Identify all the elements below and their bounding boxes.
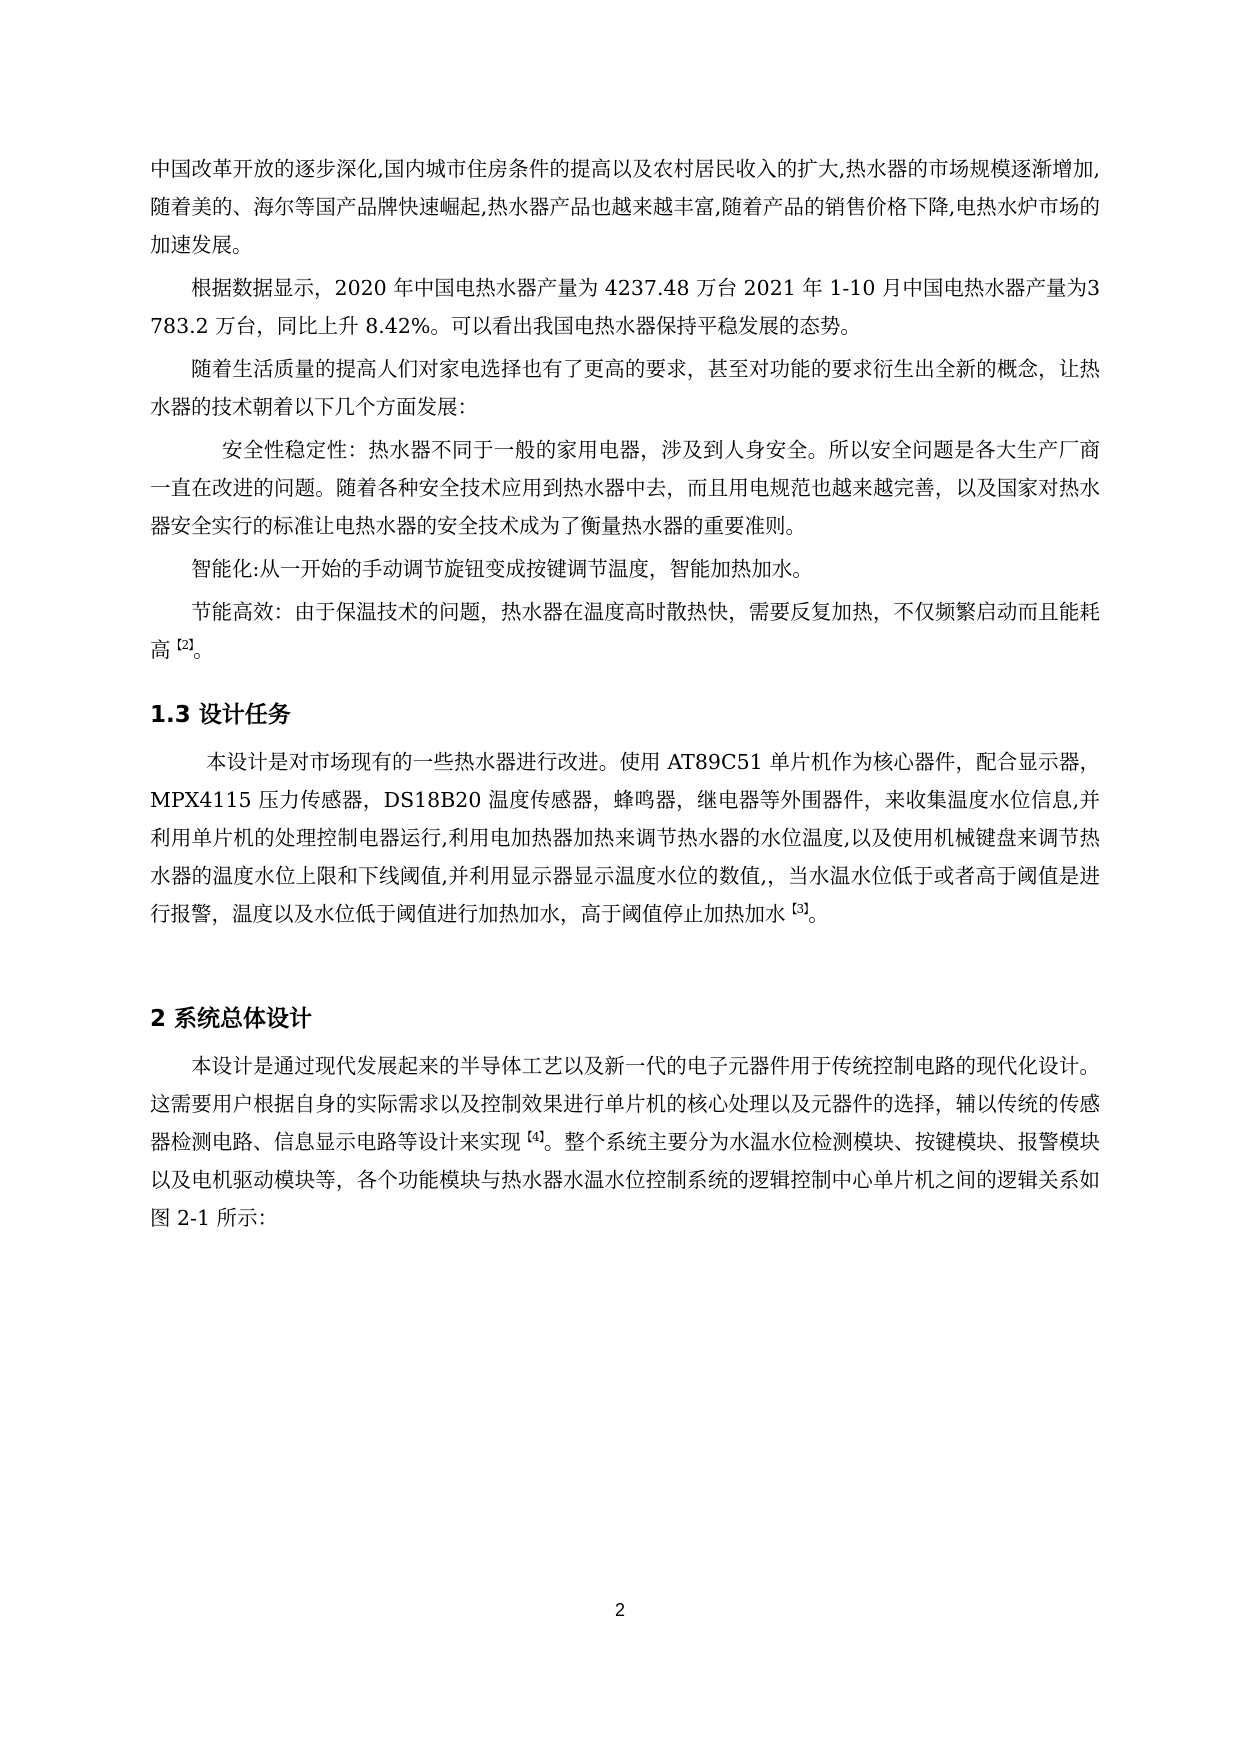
section-title-1-3: 设计任务 <box>198 702 291 728</box>
paragraph-requirements: 随着生活质量的提高人们对家电选择也有了更高的要求，甚至对功能的要求衍生出全新的概念，让热水器的技术朝着以下几个方面发展： <box>150 357 1100 419</box>
paragraph-energy-efficiency <box>150 593 1100 669</box>
paragraph-system-design <box>150 1047 1100 1237</box>
paragraph-design-task <box>150 743 1100 933</box>
paragraph-intelligence: 智能化:从一开始的手动调节旋钮变成按键调节温度，智能加热加水。 <box>191 557 813 581</box>
energy-efficiency-end: 。 <box>193 638 214 662</box>
system-design-end: 。整个系统主要分为水温水位检测模块、按键模块、报警模块以及电机驱动模块等，各个功能模块与热水器水温水位控制系统的逻辑控制中心单片机之间的逻辑关系如图 2-1 所示： <box>150 1130 1101 1230</box>
document-page <box>150 150 1100 1650</box>
paragraph-market-expansion: 中国改革开放的逐步深化,国内城市住房条件的提高以及农村居民收入的扩大,热水器的市场规模逐渐增加,随着美的、海尔等国产品牌快速崛起,热水器产品也越来越丰富,随着产品的销售价格下降,电热水炉市场的加速发展。 <box>150 157 1100 257</box>
citation-2[interactable]: 【2】 <box>170 638 194 653</box>
design-task-end: 。 <box>808 902 829 926</box>
system-design-text: 本设计是通过现代发展起来的半导体工艺以及新一代的电子元器件用于传统控制电路的现代化设计。这需要用户根据自身的实际需求以及控制效果进行单片机的核心处理以及元器件的选择，辅以传统的传感器检测电路、信息显示电路等设计来实现 <box>150 1054 1100 1154</box>
section-heading-1-3 <box>150 699 1100 731</box>
section-number-2: 2 <box>150 1006 167 1032</box>
citation-3[interactable]: 【3】 <box>785 902 809 917</box>
page-number: 2 <box>614 1600 625 1620</box>
design-task-text: 本设计是对市场现有的一些热水器进行改进。使用 AT89C51 单片机作为核心器件，配合显示器，MPX4115 压力传感器，DS18B20 温度传感器，蜂鸣器，继电器等外围器件，来收集温度水位信息,并利用单片机的处理控制电器运行,利用电加热器加热来调节热水器的水位温度,以及使用机械键盘来调节热水器的温度水位上限和下线阈值,并利用显示器显示温度水位的数值,，当水温水位低于或者高于阈值是进行报警，温度以及水位低于阈值进行加热加水，高于阈值停止加热加水 <box>150 750 1100 926</box>
citation-4[interactable]: 【4】 <box>520 1130 544 1145</box>
paragraph-production-data: 根据数据显示，2020 年中国电热水器产量为 4237.48 万台 2021 年 1-10 月中国电热水器产量为3783.2 万台，同比上升 8.42%。可以看出我国电热水器保持平稳发展的态势。 <box>150 276 1100 338</box>
section-title-2: 系统总体设计 <box>174 1006 313 1032</box>
paragraph-safety: 安全性稳定性：热水器不同于一般的家用电器，涉及到人身安全。所以安全问题是各大生产厂商一直在改进的问题。随着各种安全技术应用到热水器中去，而且用电规范也越来越完善，以及国家对热水器安全实行的标准让电热水器的安全技术成为了衡量热水器的重要准则。 <box>150 438 1100 538</box>
section-heading-2 <box>150 1003 1100 1035</box>
energy-efficiency-text: 节能高效：由于保温技术的问题，热水器在温度高时散热快，需要反复加热，不仅频繁启动而且能耗高 <box>150 600 1100 662</box>
section-number-1-3: 1.3 <box>150 702 191 728</box>
